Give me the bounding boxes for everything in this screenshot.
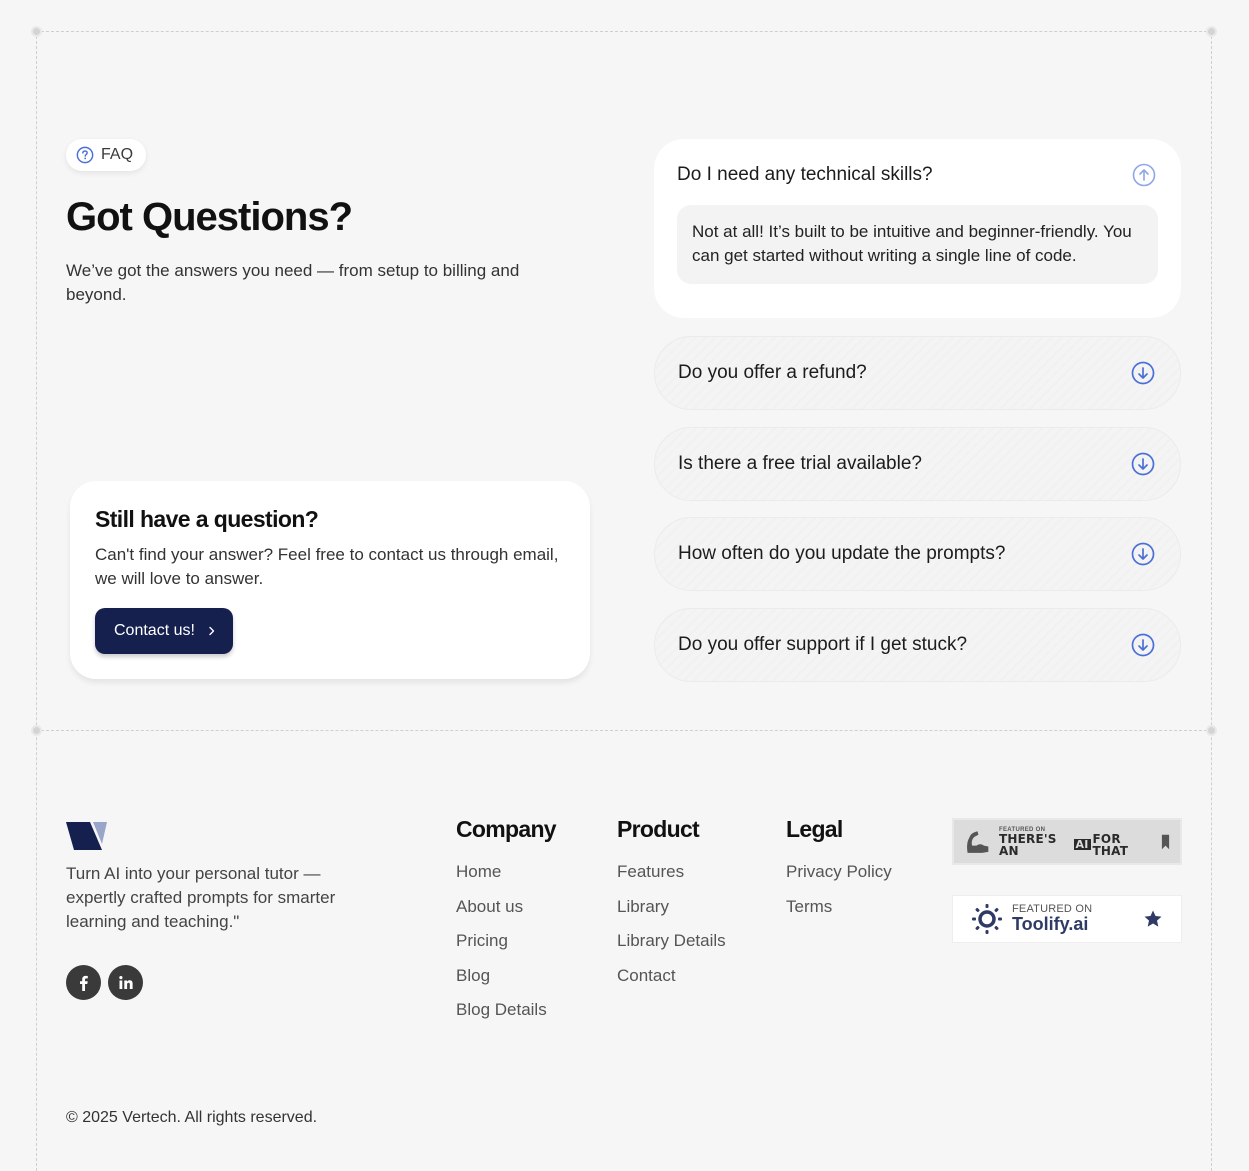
footer-link-pricing[interactable]: Pricing (456, 931, 508, 950)
footer-link-blog[interactable]: Blog (456, 965, 491, 985)
footer-column-company (456, 816, 556, 1033)
contact-card (70, 481, 590, 679)
faq-item-header[interactable] (677, 162, 1156, 188)
aiforthat-ai: AI (1075, 838, 1089, 851)
footer-link-privacy[interactable]: Privacy Policy (786, 862, 892, 881)
toolify-badge[interactable] (952, 895, 1182, 943)
arrow-down-circle-icon[interactable] (1131, 633, 1155, 657)
arrow-up-circle-icon[interactable] (1132, 163, 1156, 187)
footer-link-blog-details[interactable]: Blog Details (456, 1000, 547, 1019)
footer-link-terms[interactable]: Terms (786, 896, 833, 916)
footer-column-title: Legal (786, 816, 843, 842)
arrow-down-circle-icon[interactable] (1131, 452, 1155, 476)
chevron-right-icon (207, 626, 217, 636)
toolify-logo-icon (971, 903, 1003, 935)
frame-line-right (1211, 31, 1212, 1171)
footer-column-title: Product (617, 816, 699, 842)
page-title: Got Questions? (66, 195, 352, 239)
footer-link-contact[interactable]: Contact (617, 965, 676, 985)
frame-line-middle (36, 730, 1212, 731)
toolify-small-text: FEATURED ON (1012, 903, 1093, 916)
star-icon (1143, 909, 1163, 929)
faq-badge-label: FAQ (101, 146, 134, 163)
faq-badge (66, 139, 146, 171)
contact-us-label: Contact us! (114, 622, 195, 639)
footer-link-library-details[interactable]: Library Details (617, 931, 726, 950)
faq-item[interactable] (654, 608, 1181, 682)
faq-question: Do I need any technical skills? (677, 164, 933, 185)
faq-question: Do you offer a refund? (678, 362, 867, 383)
facebook-link[interactable] (66, 965, 101, 1000)
contact-card-title: Still have a question? (95, 506, 319, 532)
faq-question: Is there a free trial available? (678, 453, 922, 474)
aiforthat-text: THERE'S AN (999, 831, 1057, 858)
copyright: © 2025 Vertech. All rights reserved. (66, 1109, 318, 1126)
aiforthat-text-end: FOR THAT (1092, 831, 1129, 858)
faq-question: Do you offer support if I get stuck? (678, 634, 968, 655)
faq-item[interactable] (654, 517, 1181, 591)
faq-question: How often do you update the prompts? (678, 543, 1006, 564)
faq-item[interactable] (654, 336, 1181, 410)
frame-line-left (36, 31, 37, 1171)
toolify-name: Toolify.ai (1012, 914, 1089, 935)
footer-column-legal (786, 816, 892, 929)
aiforthat-badge[interactable] (952, 818, 1182, 865)
frame-dot (31, 26, 42, 37)
footer-column-title: Company (456, 816, 556, 842)
contact-us-button[interactable] (95, 608, 233, 654)
frame-line-top (36, 31, 1212, 32)
arrow-down-circle-icon[interactable] (1131, 361, 1155, 385)
faq-item-expanded (654, 139, 1181, 318)
frame-dot (31, 725, 42, 736)
aiforthat-small-text: FEATURED ON (999, 826, 1046, 833)
footer-link-home[interactable]: Home (456, 862, 502, 881)
brand-logo[interactable] (66, 822, 108, 850)
linkedin-link[interactable] (108, 965, 143, 1000)
contact-card-text: Can't find your answer? Feel free to contact us through email, we will love to answer. (95, 545, 559, 588)
faq-answer: Not at all! It’s built to be intuitive and beginner-friendly. You can get started without writing a single line of code. (677, 205, 1158, 284)
footer-column-product (617, 816, 726, 998)
question-circle-icon (76, 146, 94, 164)
facebook-icon (75, 974, 93, 992)
footer-link-about[interactable]: About us (456, 896, 524, 916)
footer-link-library[interactable]: Library (617, 896, 669, 916)
bookmark-icon (1161, 834, 1170, 850)
faq-description: We’ve got the answers you need — from setup to billing and beyond. (66, 261, 520, 304)
arrow-down-circle-icon[interactable] (1131, 542, 1155, 566)
linkedin-icon (117, 974, 135, 992)
robot-arm-icon (964, 828, 991, 856)
footer-link-features[interactable]: Features (617, 862, 685, 881)
frame-dot (1206, 26, 1217, 37)
footer-tagline: Turn AI into your personal tutor — expertly crafted prompts for smarter learning and teaching." (66, 864, 336, 931)
faq-item[interactable] (654, 427, 1181, 501)
frame-dot (1206, 725, 1217, 736)
